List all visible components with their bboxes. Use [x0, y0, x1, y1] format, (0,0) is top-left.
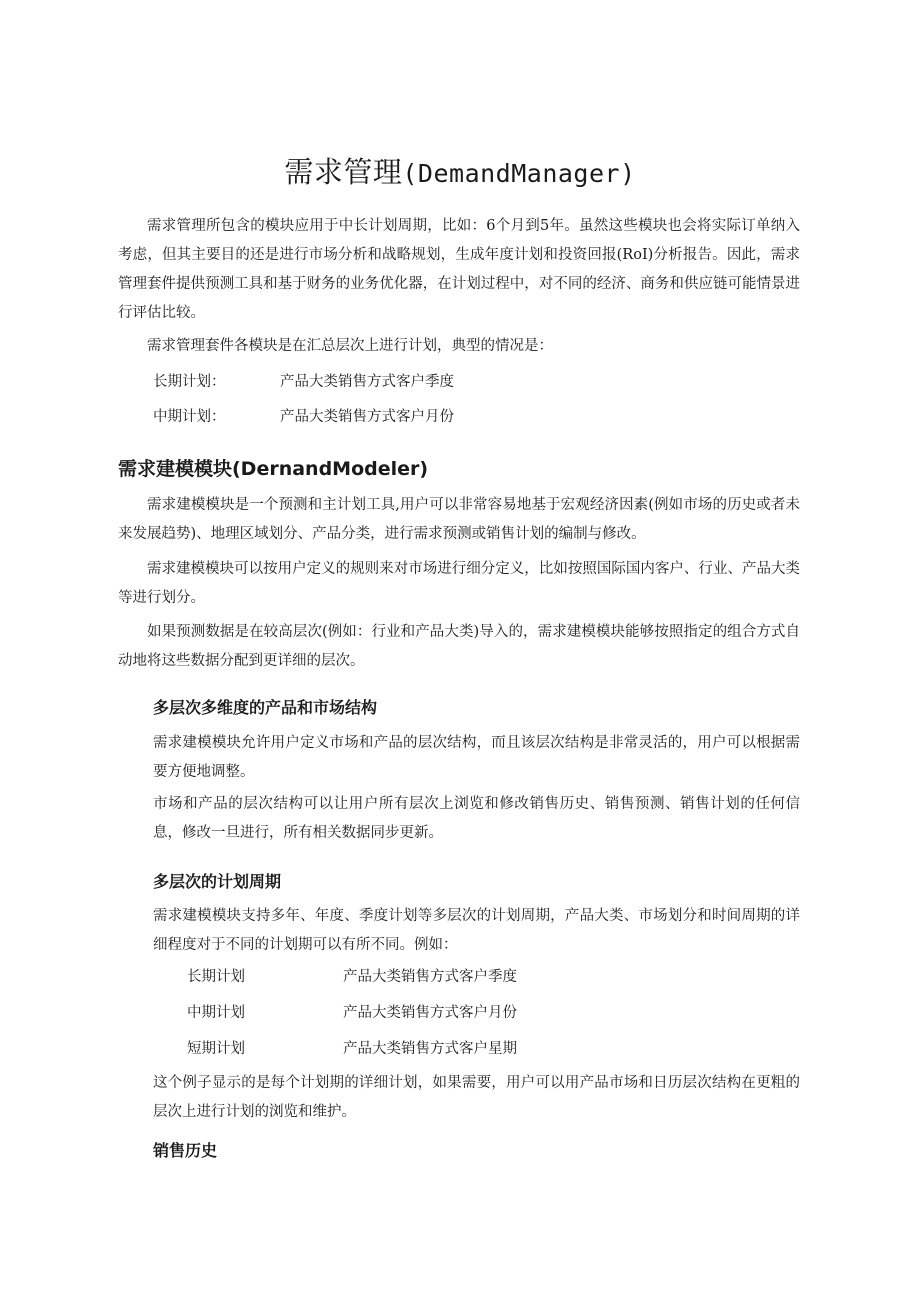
- period-label-short: 短期计划: [187, 1041, 245, 1057]
- modeler-paragraph-1: 需求建模模块是一个预测和主计划工具,用户可以非常容易地基于宏观经济因素(例如市场的历史或者未来发展趋势)、地理区域划分、产品分类，进行需求预测或销售计划的编制与修改。: [118, 497, 800, 542]
- section-heading-modeler: 需求建模模块(DernandModeler): [118, 458, 429, 480]
- page-title: [0, 150, 920, 191]
- plan-value-mid: 产品大类销售方式客户月份: [280, 409, 454, 425]
- structure-paragraph-1: 需求建模模块允许用户定义市场和产品的层次结构，而且该层次结构是非常灵活的，用户可以根据需要方便地调整。: [153, 735, 800, 780]
- periods-paragraph-2: 这个例子显示的是每个计划期的详细计划，如果需要，用户可以用产品市场和日历层次结构在更粗的层次上进行计划的浏览和维护。: [153, 1075, 800, 1120]
- plan-label-long: 长期计划：: [153, 374, 226, 390]
- modeler-paragraph-3: 如果预测数据是在较高层次(例如：行业和产品大类)导入的，需求建模模块能够按照指定的组合方式自动地将这些数据分配到更详细的层次。: [118, 624, 800, 669]
- subheading-history: 销售历史: [153, 1141, 218, 1160]
- title-chinese: 需求管理: [284, 155, 403, 189]
- modeler-paragraph-2: 需求建模模块可以按用户定义的规则来对市场进行细分定义，比如按照国际国内客户、行业、产品大类等进行划分。: [118, 561, 800, 606]
- intro-paragraph-2: 需求管理套件各模块是在汇总层次上进行计划，典型的情况是：: [147, 338, 553, 354]
- periods-paragraph-1: 需求建模模块支持多年、年度、季度计划等多层次的计划周期，产品大类、市场划分和时间周期的详细程度对于不同的计划期可以有所不同。例如：: [153, 908, 800, 953]
- period-value-long: 产品大类销售方式客户季度: [343, 969, 517, 985]
- plan-label-mid: 中期计划：: [153, 409, 226, 425]
- period-value-mid: 产品大类销售方式客户月份: [343, 1005, 517, 1021]
- period-label-long: 长期计划: [187, 969, 245, 985]
- period-value-short: 产品大类销售方式客户星期: [343, 1041, 517, 1057]
- subheading-periods: 多层次的计划周期: [153, 872, 282, 891]
- title-english: (DemandManager): [402, 159, 636, 188]
- subheading-structure: 多层次多维度的产品和市场结构: [153, 698, 378, 717]
- period-label-mid: 中期计划: [187, 1005, 245, 1021]
- intro-paragraph-1: 需求管理所包含的模块应用于中长计划周期，比如：6个月到5年。虽然这些模块也会将实际订单纳入考虑，但其主要目的还是进行市场分析和战略规划，生成年度计划和投资回报(RoI)分析报告。因此，需求管理套件提供预测工具和基于财务的业务优化器，在计划过程中，对不同的经济、商务和供应链可能情景进行评估比较。: [118, 218, 800, 321]
- plan-value-long: 产品大类销售方式客户季度: [280, 374, 454, 390]
- structure-paragraph-2: 市场和产品的层次结构可以让用户所有层次上浏览和修改销售历史、销售预测、销售计划的任何信息，修改一旦进行，所有相关数据同步更新。: [153, 796, 800, 841]
